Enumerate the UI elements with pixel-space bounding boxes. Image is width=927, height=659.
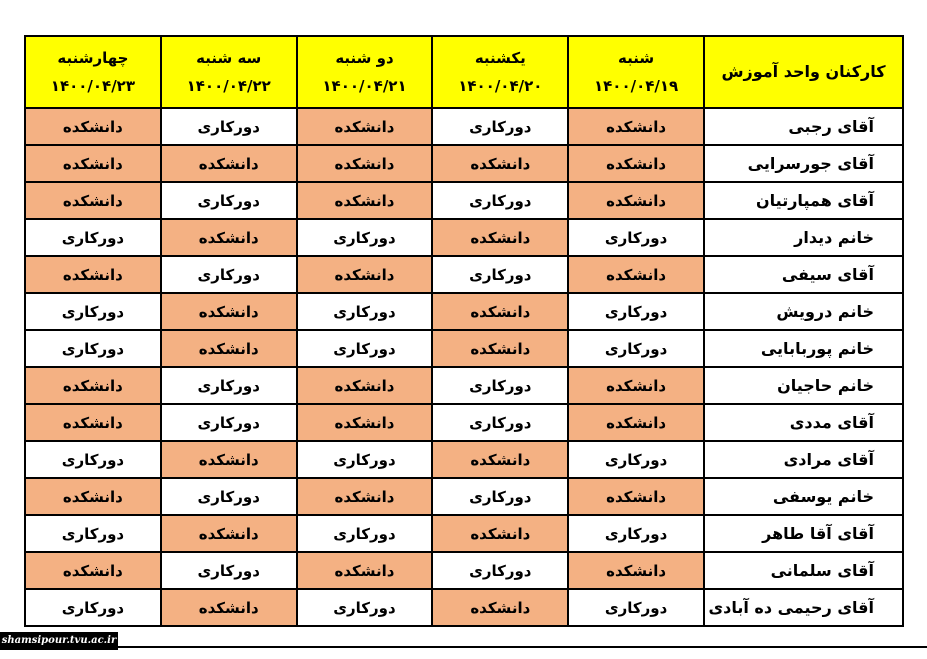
schedule-cell: دانشکده [568, 108, 704, 145]
schedule-cell: دورکاری [161, 367, 297, 404]
schedule-cell: دورکاری [432, 478, 568, 515]
schedule-cell: دانشکده [432, 330, 568, 367]
schedule-cell: دورکاری [432, 367, 568, 404]
staff-name: آقای سلمانی [704, 552, 903, 589]
schedule-cell: دانشکده [297, 145, 433, 182]
table-row [25, 219, 903, 256]
day-date: ۱۴۰۰/۰۴/۲۱ [322, 77, 407, 95]
schedule-cell: دورکاری [297, 515, 433, 552]
table-row [25, 367, 903, 404]
staff-name: خانم پوربابایی [704, 330, 903, 367]
table-row [25, 441, 903, 478]
schedule-cell: دانشکده [568, 256, 704, 293]
schedule-cell: دورکاری [25, 589, 161, 626]
schedule-cell: دورکاری [568, 293, 704, 330]
staff-name: آقای سیفی [704, 256, 903, 293]
schedule-cell: دانشکده [297, 478, 433, 515]
day-header-1 [432, 36, 568, 108]
schedule-cell: دانشکده [25, 182, 161, 219]
day-header-0 [568, 36, 704, 108]
schedule-cell: دانشکده [161, 145, 297, 182]
day-name: سه شنبه [196, 49, 262, 67]
day-header-4 [25, 36, 161, 108]
schedule-cell: دانشکده [432, 589, 568, 626]
schedule-cell: دورکاری [25, 293, 161, 330]
schedule-cell: دانشکده [568, 404, 704, 441]
schedule-cell: دانشکده [568, 367, 704, 404]
staff-name: آقای آقا طاهر [704, 515, 903, 552]
schedule-cell: دورکاری [161, 182, 297, 219]
schedule-cell: دانشکده [297, 108, 433, 145]
schedule-cell: دانشکده [161, 219, 297, 256]
schedule-cell: دورکاری [161, 256, 297, 293]
schedule-cell: دانشکده [25, 478, 161, 515]
schedule-cell: دانشکده [432, 145, 568, 182]
schedule-cell: دانشکده [297, 404, 433, 441]
schedule-cell: دانشکده [297, 256, 433, 293]
schedule-cell: دورکاری [432, 552, 568, 589]
schedule-cell: دورکاری [161, 108, 297, 145]
schedule-cell: دانشکده [25, 552, 161, 589]
staff-name: خانم درویش [704, 293, 903, 330]
schedule-cell: دانشکده [432, 293, 568, 330]
staff-name: خانم دیدار [704, 219, 903, 256]
staff-name: آقای مددی [704, 404, 903, 441]
schedule-cell: دانشکده [25, 256, 161, 293]
schedule-cell: دورکاری [25, 515, 161, 552]
table-row [25, 182, 903, 219]
schedule-cell: دورکاری [432, 256, 568, 293]
schedule-cell: دورکاری [432, 182, 568, 219]
day-date: ۱۴۰۰/۰۴/۱۹ [594, 77, 679, 95]
table-body [25, 108, 903, 626]
table-row [25, 108, 903, 145]
staff-name: آقای رجبی [704, 108, 903, 145]
schedule-cell: دانشکده [25, 367, 161, 404]
staff-name: خانم یوسفی [704, 478, 903, 515]
schedule-cell: دانشکده [25, 108, 161, 145]
schedule-cell: دانشکده [568, 478, 704, 515]
schedule-cell: دورکاری [297, 219, 433, 256]
schedule-cell: دورکاری [432, 108, 568, 145]
schedule-cell: دورکاری [568, 589, 704, 626]
schedule-cell: دانشکده [161, 515, 297, 552]
day-name: چهارشنبه [57, 49, 129, 67]
table-row [25, 256, 903, 293]
table-row [25, 404, 903, 441]
schedule-cell: دانشکده [161, 441, 297, 478]
schedule-cell: دانشکده [161, 330, 297, 367]
schedule-cell: دانشکده [25, 145, 161, 182]
schedule-cell: دورکاری [568, 441, 704, 478]
staff-column-header: کارکنان واحد آموزش [704, 36, 903, 108]
table-row [25, 589, 903, 626]
schedule-cell: دورکاری [297, 293, 433, 330]
staff-name: آقای همپارتیان [704, 182, 903, 219]
day-name: شنبه [618, 49, 655, 67]
bottom-divider [118, 646, 927, 648]
schedule-cell: دانشکده [297, 367, 433, 404]
schedule-cell: دورکاری [297, 330, 433, 367]
schedule-cell: دورکاری [568, 515, 704, 552]
schedule-cell: دانشکده [161, 589, 297, 626]
schedule-cell: دورکاری [161, 552, 297, 589]
day-date: ۱۴۰۰/۰۴/۲۰ [458, 77, 543, 95]
table-header [25, 36, 903, 108]
schedule-cell: دانشکده [568, 145, 704, 182]
day-name: دو شنبه [335, 49, 394, 67]
schedule-table [24, 35, 904, 627]
staff-name: آقای رحیمی ده آبادی [704, 589, 903, 626]
staff-name: خانم حاجیان [704, 367, 903, 404]
day-date: ۱۴۰۰/۰۴/۲۲ [186, 77, 271, 95]
schedule-cell: دانشکده [568, 552, 704, 589]
table-row [25, 515, 903, 552]
day-header-2 [297, 36, 433, 108]
schedule-cell: دورکاری [25, 330, 161, 367]
schedule-cell: دورکاری [25, 219, 161, 256]
schedule-cell: دانشکده [432, 441, 568, 478]
table-row [25, 478, 903, 515]
schedule-cell: دورکاری [25, 441, 161, 478]
header-row [25, 36, 903, 108]
website-watermark: shamsipour.tvu.ac.ir [0, 632, 118, 650]
schedule-cell: دانشکده [25, 404, 161, 441]
day-name: یکشنبه [474, 49, 526, 67]
schedule-cell: دورکاری [161, 478, 297, 515]
staff-name: آقای مرادی [704, 441, 903, 478]
schedule-cell: دانشکده [568, 182, 704, 219]
schedule-cell: دانشکده [297, 552, 433, 589]
schedule-cell: دانشکده [432, 219, 568, 256]
staff-name: آقای جورسرایی [704, 145, 903, 182]
schedule-cell: دورکاری [568, 330, 704, 367]
day-header-3 [161, 36, 297, 108]
table-row [25, 330, 903, 367]
schedule-cell: دورکاری [432, 404, 568, 441]
schedule-cell: دانشکده [161, 293, 297, 330]
table-row [25, 145, 903, 182]
schedule-cell: دورکاری [297, 589, 433, 626]
schedule-cell: دانشکده [297, 182, 433, 219]
table-row [25, 293, 903, 330]
day-date: ۱۴۰۰/۰۴/۲۳ [50, 77, 135, 95]
schedule-cell: دورکاری [297, 441, 433, 478]
schedule-cell: دورکاری [161, 404, 297, 441]
schedule-cell: دانشکده [432, 515, 568, 552]
table-row [25, 552, 903, 589]
schedule-cell: دورکاری [568, 219, 704, 256]
